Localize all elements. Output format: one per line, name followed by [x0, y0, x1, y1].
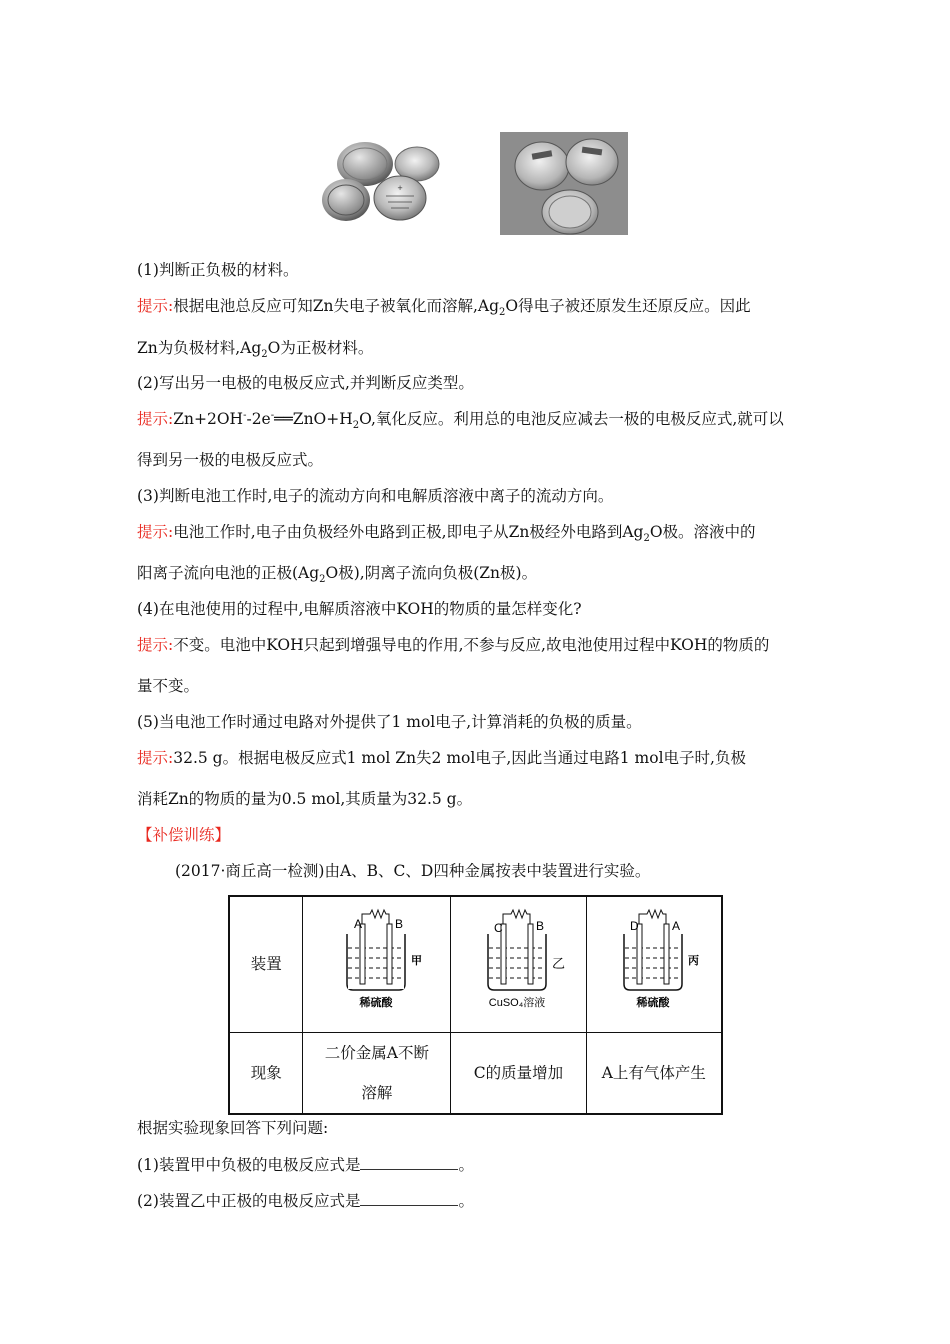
answer-2-line-2: [137, 449, 323, 471]
experiment-table: [228, 895, 723, 1115]
phenomenon-yi-text: C的质量增加: [473, 1063, 564, 1082]
apparatus-yi-cell: [451, 896, 586, 1032]
answer-1-text-b: O得电子被还原发生还原反应。因此: [505, 297, 751, 315]
answer-4-text: 不变。电池中KOH只起到增强导电的作用,不参与反应,故电池使用过程中KOH的物质的: [173, 636, 770, 654]
beaker-jia-diagram: [317, 902, 437, 1012]
question-2-text: (2)写出另一电极的电极反应式,并判断反应类型。: [137, 374, 474, 392]
apparatus-jia-cell: [303, 896, 451, 1032]
answer-2-text: O,氧化反应。利用总的电池反应减去一极的电极反应式,就可以: [359, 410, 784, 428]
answer-1-line-1: [137, 295, 751, 317]
equation-part: -2e: [246, 410, 271, 428]
answer-5-line-1: [137, 747, 746, 769]
hint-label: 提示:: [137, 297, 174, 315]
answer-3-line-2: [137, 562, 537, 584]
phenomenon-jia-line-2: 溶解: [361, 1083, 393, 1102]
answer-4-line-2: [137, 675, 199, 697]
question-3-text: (3)判断电池工作时,电子的流动方向和电解质溶液中离子的流动方向。: [137, 487, 614, 505]
electrode-label-left: A: [353, 916, 362, 931]
superscript: -: [270, 409, 275, 421]
svg-text:+: +: [397, 184, 403, 192]
answer-2-line-1: [137, 408, 784, 430]
apparatus-bing-cell: [586, 896, 722, 1032]
button-cell-batteries-photo: [320, 132, 445, 227]
answer-4-line-1: [137, 634, 769, 656]
answer-blank-2[interactable]: [360, 1189, 458, 1206]
question-2: [137, 372, 474, 394]
question-4-text: (4)在电池使用的过程中,电解质溶液中KOH的物质的量怎样变化?: [137, 600, 582, 618]
fill-question-2-text: (2)装置乙中正极的电极反应式是: [137, 1192, 361, 1210]
section-title: 【补偿训练】: [137, 826, 231, 844]
answer-4-text-2: 量不变。: [137, 677, 200, 695]
hint-label: 提示:: [137, 749, 174, 767]
answer-2-text-2: 得到另一极的电极反应式。: [137, 451, 324, 469]
electrode-label-right: B: [536, 918, 545, 933]
apparatus-name: 甲: [410, 953, 422, 967]
question-1: [137, 259, 298, 281]
solution-label: 稀硫酸: [636, 995, 670, 1009]
electrode-label-right: B: [394, 916, 403, 931]
phenomenon-header-text: 现象: [250, 1063, 282, 1082]
fill-question-1: [137, 1153, 474, 1176]
fill-question-2: [137, 1189, 474, 1212]
phenomenon-bing-cell: [586, 1032, 722, 1114]
solution-label: 稀硫酸: [359, 995, 393, 1009]
subscript: 2: [261, 349, 268, 361]
phenomenon-yi-cell: [451, 1032, 586, 1114]
section-heading: [137, 824, 230, 846]
period: 。: [458, 1192, 474, 1210]
subscript: 2: [643, 533, 650, 545]
solution-label: CuSO₄溶液: [489, 996, 546, 1009]
silver-oxide-cells-photo: [500, 132, 628, 235]
answer-3-text-c: 阳离子流向电池的正极(Ag: [137, 564, 320, 582]
apparatus-name: 乙: [552, 955, 566, 971]
apparatus-name: 丙: [687, 953, 699, 967]
question-5: [137, 711, 642, 733]
question-3: [137, 485, 613, 507]
answer-blank-1[interactable]: [360, 1153, 458, 1170]
apparatus-header-text: 装置: [250, 955, 282, 974]
answer-1-text-a: 根据电池总反应可知Zn失电子被氧化而溶解,Ag: [173, 297, 500, 315]
answer-3-line-1: [137, 521, 756, 543]
exercise-intro-text: (2017·商丘高一检测)由A、B、C、D四种金属按表中装置进行实验。: [175, 862, 651, 880]
apparatus-header: [229, 896, 303, 1032]
hint-label: 提示:: [137, 636, 174, 654]
phenomenon-jia-cell: [303, 1032, 451, 1114]
answer-3-text-d: O极),阴离子流向负极(Zn极)。: [325, 564, 538, 582]
apparatus-row: [229, 896, 722, 1032]
answer-3-text-a: 电池工作时,电子由负极经外电路到正极,即电子从Zn极经外电路到Ag: [173, 523, 644, 541]
phenomenon-bing-text: A上有气体产生: [601, 1063, 706, 1082]
answer-5-text: 32.5 g。根据电极反应式1 mol Zn失2 mol电子,因此当通过电路1 mol电子时,负极: [173, 749, 746, 767]
period: 。: [458, 1156, 474, 1174]
electrode-label-right: A: [671, 918, 680, 933]
answer-3-text-b: O极。溶液中的: [649, 523, 756, 541]
subscript: 2: [352, 420, 360, 432]
electrode-label-left: C: [494, 920, 504, 935]
subscript: 2: [499, 307, 506, 319]
answer-1-text-d: O为正极材料。: [267, 339, 374, 357]
hint-label: 提示:: [137, 523, 174, 541]
answer-5-text-2: 消耗Zn的物质的量为0.5 mol,其质量为32.5 g。: [137, 790, 473, 808]
beaker-yi-diagram: [458, 902, 578, 1012]
question-1-text: (1)判断正负极的材料。: [137, 261, 299, 279]
phenomenon-jia-line-1: 二价金属A不断: [324, 1043, 429, 1062]
electrode-label-left: D: [629, 918, 639, 933]
equation-part: Zn+2OH: [173, 410, 244, 428]
phenomenon-row: [229, 1032, 722, 1114]
question-5-text: (5)当电池工作时通过电路对外提供了1 mol电子,计算消耗的负极的质量。: [137, 713, 642, 731]
answer-1-line-2: [137, 337, 373, 359]
equation-part: ZnO+H: [292, 410, 353, 428]
answer-1-text-c: Zn为负极材料,Ag: [137, 339, 262, 357]
answer-5-line-2: [137, 788, 472, 810]
subscript: 2: [319, 574, 326, 586]
hint-label: 提示:: [137, 410, 174, 428]
beaker-bing-diagram: [594, 902, 714, 1012]
exercise-intro: [175, 860, 650, 882]
follow-up-intro: [137, 1117, 328, 1139]
follow-up-intro-text: 根据实验现象回答下列问题:: [137, 1119, 329, 1137]
fill-question-1-text: (1)装置甲中负极的电极反应式是: [137, 1156, 361, 1174]
superscript: -: [243, 409, 247, 421]
phenomenon-header: [229, 1032, 303, 1114]
question-4: [137, 598, 582, 620]
equals-arrow: ══: [274, 410, 293, 428]
